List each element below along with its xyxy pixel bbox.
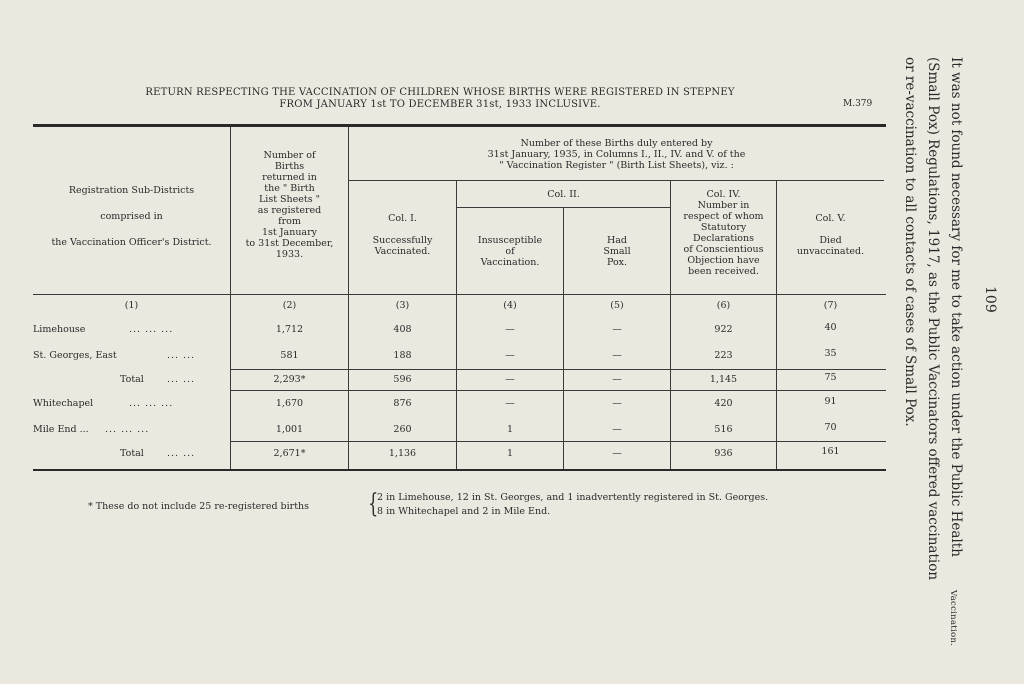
- table-cell: 91: [824, 396, 837, 407]
- table-cell: —: [505, 398, 515, 409]
- table-cell: 161: [821, 446, 840, 457]
- header-births-line: Births: [274, 161, 305, 172]
- column-number: (1): [124, 300, 139, 311]
- leader-dots: ... ... ...: [129, 398, 174, 409]
- table-cell: —: [612, 350, 622, 361]
- table-cell: 35: [824, 348, 837, 359]
- header-col5-line: Died: [819, 235, 842, 246]
- table-cell: 516: [714, 424, 733, 435]
- header-col2b-line: Small: [603, 246, 631, 257]
- table-cell: —: [612, 324, 622, 335]
- total-rule-top-2: [231, 441, 886, 442]
- header-col2a-line: Insusceptible: [477, 235, 543, 246]
- header-col4-line: Number in: [697, 200, 750, 211]
- row-label-limehouse: Limehouse: [33, 324, 86, 335]
- leader-dots: ... ...: [167, 350, 196, 361]
- header-col1-line: Vaccinated.: [374, 246, 431, 257]
- leader-dots: ... ...: [167, 448, 196, 459]
- header-births-line: as registered: [257, 205, 322, 216]
- table-cell: 1,670: [275, 398, 304, 409]
- header-births-line: Number of: [263, 150, 316, 161]
- header-col2a: [457, 235, 563, 268]
- table-title: [40, 87, 840, 111]
- table-cell: 1,712: [275, 324, 304, 335]
- header-col2b: [564, 235, 670, 268]
- header-col5-line: [777, 224, 884, 235]
- table-cell: —: [612, 424, 622, 435]
- header-districts-line: comprised in: [100, 211, 163, 222]
- table-cell: 581: [280, 350, 299, 361]
- column-number: (7): [823, 300, 838, 311]
- header-districts-line: the Vaccination Officer's District.: [51, 237, 212, 248]
- table-cell: 420: [714, 398, 733, 409]
- header-col4-line: Col. IV.: [706, 189, 741, 200]
- table-cell: 260: [393, 424, 412, 435]
- header-bottom-rule: [33, 294, 886, 295]
- header-col4-line: Statutory: [700, 222, 747, 233]
- table-cell: —: [505, 350, 515, 361]
- header-col4-line: of Conscientious: [683, 244, 764, 255]
- header-col4-line: respect of whom: [683, 211, 764, 222]
- reference-code: M.379: [843, 99, 873, 109]
- footnote-lead: * These do not include 25 re-registered births: [88, 501, 310, 512]
- margin-note: Vaccination.: [948, 590, 958, 647]
- total-rule-bottom-1: [231, 390, 886, 391]
- table-cell: 40: [824, 322, 837, 333]
- table-cell: —: [612, 374, 622, 385]
- table-cell: 1,145: [709, 374, 738, 385]
- col-divider-2: [348, 127, 349, 469]
- header-entered-line: 31st January, 1935, in Columns I., II., IV. and V. of the: [487, 149, 746, 160]
- table-cell: —: [612, 398, 622, 409]
- table-cell: 596: [393, 374, 412, 385]
- header-col1-line: Col. I.: [388, 213, 417, 224]
- header-births-line: from: [278, 216, 301, 227]
- table-cell: 1: [506, 448, 514, 459]
- column-number: (2): [282, 300, 297, 311]
- table-cell: 2,293*: [273, 374, 306, 385]
- header-col5-line: unvaccinated.: [796, 246, 865, 257]
- header-births-line: to 31st December,: [245, 238, 334, 249]
- table-cell: 408: [393, 324, 412, 335]
- header-districts-line: Registration Sub-Districts: [68, 185, 195, 196]
- table-cell: 75: [824, 372, 837, 383]
- header-col4-line: Declarations: [692, 233, 755, 244]
- header-entered: [349, 138, 884, 171]
- row-label-mile-end: Mile End ...: [33, 424, 89, 435]
- title-line-1: RETURN RESPECTING THE VACCINATION OF CHILDREN WHOSE BIRTHS WERE REGISTERED IN STEPNEY: [145, 87, 735, 98]
- table-cell: 936: [714, 448, 733, 459]
- title-line-2: FROM JANUARY 1st TO DECEMBER 31st, 1933 INCLUSIVE.: [279, 99, 601, 110]
- table-cell: 2,671*: [273, 448, 306, 459]
- row-label-total: Total: [120, 448, 144, 459]
- header-births-line: 1st January: [261, 227, 318, 238]
- header-col2b-line: Pox.: [606, 257, 628, 268]
- header-col2a-line: Vaccination.: [480, 257, 540, 268]
- header-births-line: returned in: [262, 172, 317, 183]
- header-col4-line: been received.: [688, 266, 759, 277]
- header-col1-line: [349, 224, 456, 235]
- total-rule-top-1: [231, 369, 886, 370]
- table-cell: 223: [714, 350, 733, 361]
- header-col1-line: Successfully: [372, 235, 433, 246]
- row-label-total: Total: [120, 374, 144, 385]
- page-number: 109: [982, 286, 998, 313]
- side-paragraph-line: It was not found necessary for me to take action under the Public Health: [948, 57, 964, 557]
- leader-dots: ... ...: [167, 374, 196, 385]
- side-paragraph-line: or re-vaccination to all contacts of cases of Small Pox.: [902, 57, 918, 427]
- header-col1: [349, 213, 456, 257]
- header-entered-line: " Vaccination Register " (Birth List Sheets), viz. :: [499, 160, 734, 171]
- footnote-line-2: 8 in Whitechapel and 2 in Mile End.: [377, 506, 551, 517]
- header-col4: [671, 189, 776, 277]
- header-col2: Col. II.: [547, 189, 580, 200]
- header-col4-line: Objection have: [687, 255, 760, 266]
- header-births-line: List Sheets ": [258, 194, 320, 205]
- column-number: (4): [503, 300, 517, 311]
- header-col5-line: Col. V.: [815, 213, 846, 224]
- leader-dots: ... ... ...: [129, 324, 174, 335]
- leader-dots: ... ... ...: [105, 424, 150, 435]
- table-cell: —: [612, 448, 622, 459]
- table-cell: 922: [714, 324, 733, 335]
- table-cell: —: [505, 324, 515, 335]
- row-label-st-georges-east: St. Georges, East: [33, 350, 117, 361]
- header-births-line: 1933.: [275, 249, 304, 260]
- table-cell: 876: [393, 398, 412, 409]
- column-number: (6): [716, 300, 731, 311]
- table-cell: 1,136: [388, 448, 417, 459]
- table-cell: —: [505, 374, 515, 385]
- table-bottom-rule: [33, 469, 886, 471]
- row-label-whitechapel: Whitechapel: [33, 398, 94, 409]
- table-cell: 1: [506, 424, 514, 435]
- header-districts: [33, 178, 230, 256]
- column-number: (5): [610, 300, 624, 311]
- side-paragraph: [898, 57, 967, 580]
- table-cell: 70: [824, 422, 837, 433]
- header-births: [231, 150, 348, 260]
- footnote-line-1: 2 in Limehouse, 12 in St. Georges, and 1 inadvertently registered in St. Georges.: [377, 492, 769, 503]
- side-paragraph-line: (Small Pox) Regulations, 1917, as the Public Vaccinators offered vaccination: [925, 57, 941, 581]
- header-entered-line: Number of these Births duly entered by: [520, 138, 713, 149]
- footnote-brace: {: [368, 489, 379, 519]
- table-cell: 1,001: [275, 424, 304, 435]
- table-top-rule: [33, 124, 886, 127]
- column-number: (3): [395, 300, 410, 311]
- header-subrule-1: [348, 180, 884, 181]
- header-births-line: the " Birth: [264, 183, 315, 194]
- header-col5: [777, 213, 884, 257]
- header-col2b-line: Had: [606, 235, 628, 246]
- table-cell: 188: [393, 350, 412, 361]
- header-col2a-line: of: [505, 246, 515, 257]
